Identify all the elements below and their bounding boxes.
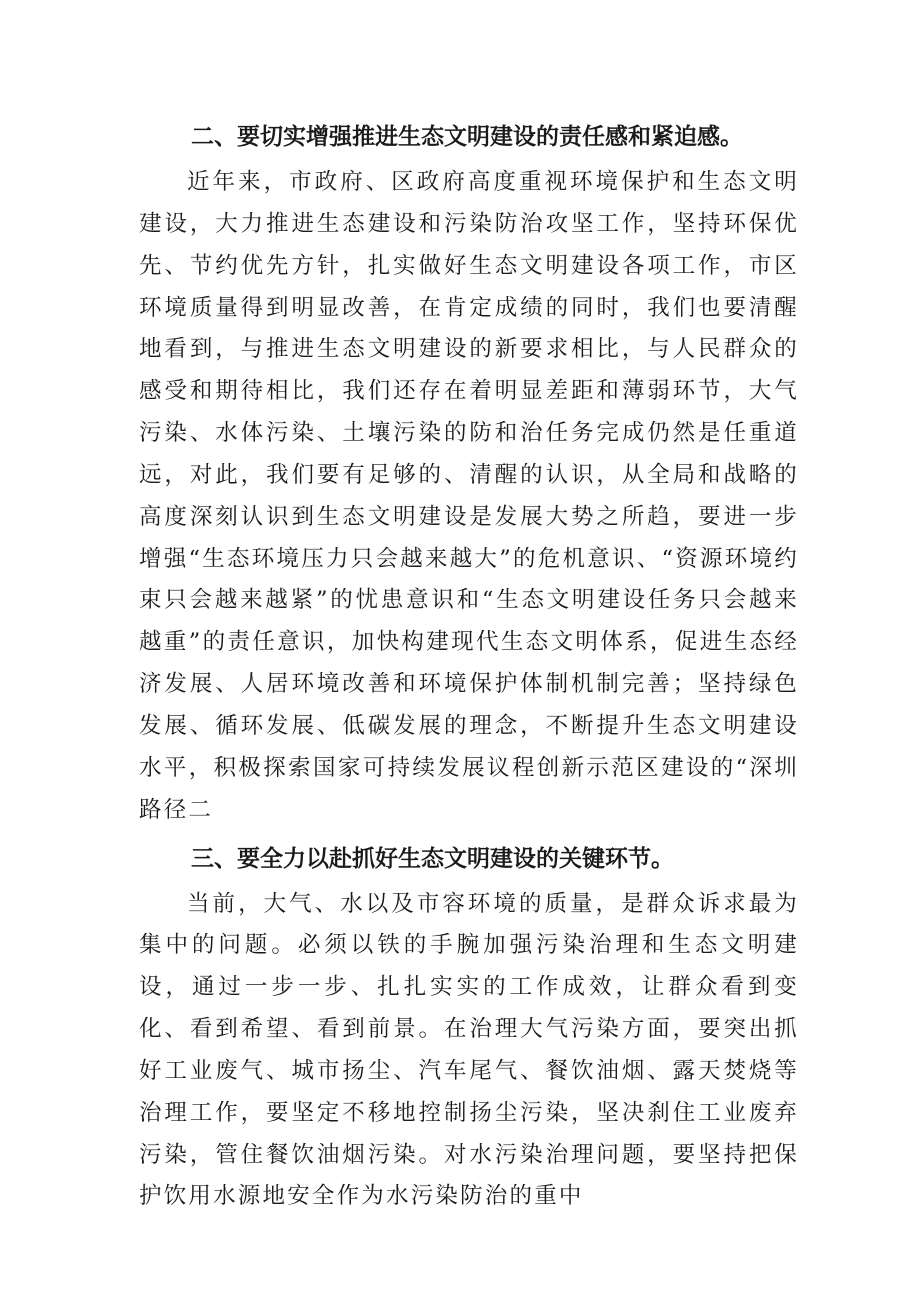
- section-two-paragraph: 近年来，市政府、区政府高度重视环境保护和生态文明建设，大力推进生态建设和污染防治攻坚工作，坚持环保优先、节约优先方针，扎实做好生态文明建设各项工作，市区环境质量得到明显改善，在肯定成绩的同时，我们也要清醒地看到，与推进生态文明建设的新要求相比，与人民群众的感受和期待相比，我们还存在着明显差距和薄弱环节，大气污染、水体污染、土壤污染的防和治任务完成仍然是任重道远，对此，我们要有足够的、清醒的认识，从全局和战略的高度深刻认识到生态文明建设是发展大势之所趋，要进一步增强“生态环境压力只会越来越大”的危机意识、“资源环境约束只会越来越紧”的忧患意识和“生态文明建设任务只会越来越重”的责任意识，加快构建现代生态文明体系，促进生态经济发展、人居环境改善和环境保护体制机制完善；坚持绿色发展、循环发展、低碳发展的理念，不断提升生态文明建设水平，积极探索国家可持续发展议程创新示范区建设的“深圳路径二: [139, 169, 799, 823]
- section-three-heading: 三、要全力以赴抓好生态文明建设的关键环节。: [191, 845, 674, 872]
- section-three-paragraph: 当前，大气、水以及市容环境的质量，是群众诉求最为集中的问题。必须以铁的手腕加强污染治理和生态文明建设，通过一步一步、扎扎实实的工作成效，让群众看到变化、看到希望、看到前景。在治理大气污染方面，要突出抓好工业废气、城市扬尘、汽车尾气、餐饮油烟、露天焚烧等治理工作，要坚定不移地控制扬尘污染，坚决刹住工业废弃污染，管住餐饮油烟污染。对水污染治理问题，要坚持把保护饮用水源地安全作为水污染防治的重中: [139, 890, 799, 1210]
- document-body: [139, 112, 799, 1218]
- section-two-heading: 二、要切实增强推进生态文明建设的责任感和紧迫感。: [191, 124, 743, 150]
